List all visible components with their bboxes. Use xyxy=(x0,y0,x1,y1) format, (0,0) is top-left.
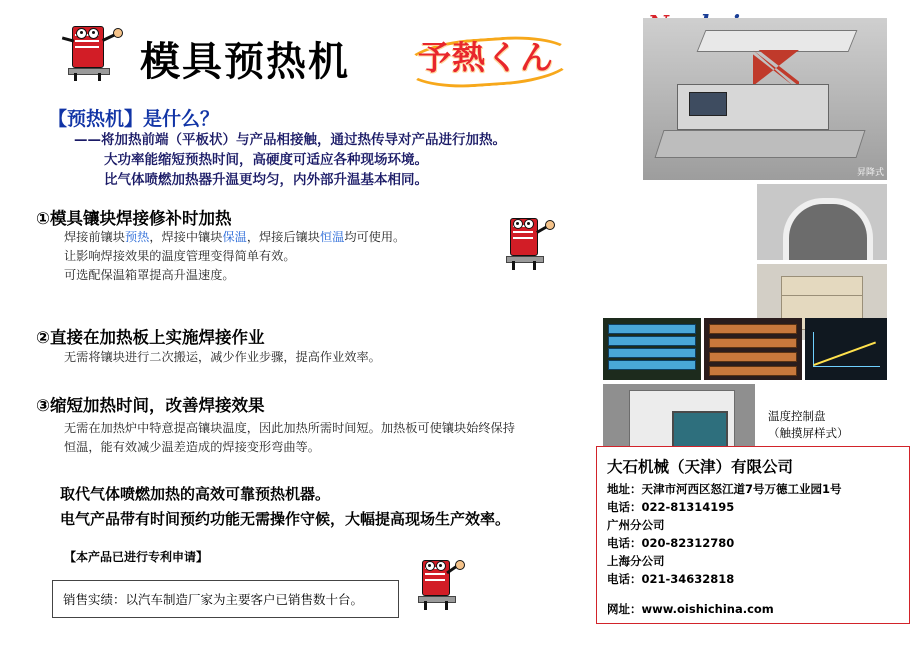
screen-row xyxy=(608,348,696,358)
product-logo xyxy=(400,32,572,84)
temperature-curve xyxy=(813,332,880,367)
section-3-body xyxy=(64,419,574,457)
s1-part-6: 均可使用。 xyxy=(344,230,406,244)
sales-record-text: 销售实绩：以汽车制造厂家为主要客户已销售数十台。 xyxy=(63,592,364,607)
contact-address: 地址：天津市河西区怒江道7号万德工业园1号 xyxy=(607,482,842,496)
mascot-leg xyxy=(424,601,427,610)
intro-line-3: 比气体喷燃加热器升温更均匀，内外部升温基本相同。 xyxy=(104,172,428,188)
patent-note: 【本产品已进行专利申请】 xyxy=(64,550,209,564)
sales-record-box xyxy=(52,580,399,618)
photo-hmi-screen-1 xyxy=(603,318,701,380)
mascot-stripe xyxy=(425,579,445,581)
mascot-leg xyxy=(512,261,515,270)
mascot-stripe xyxy=(513,231,533,233)
section-2-heading: ②直接在加热板上实施焊接作业 xyxy=(36,328,265,347)
screen-row xyxy=(709,352,797,362)
heater-mascot-icon-2 xyxy=(498,210,556,276)
section-1-line-3: 可选配保温箱罩提高升温速度。 xyxy=(64,268,235,282)
mascot-hand xyxy=(113,28,123,38)
screen-row xyxy=(709,366,797,376)
mascot-pupil xyxy=(439,564,442,567)
contact-tel-shanghai: 电话：021-34632818 xyxy=(607,572,735,586)
mascot-leg xyxy=(533,261,536,270)
section-2-body xyxy=(64,348,584,367)
control-panel-caption-line-1: 温度控制盘 xyxy=(768,409,826,423)
contact-box xyxy=(596,446,910,624)
photo-temperature-graph xyxy=(805,318,887,380)
conclusion-line-2: 电气产品带有时间预约功能无需操作守候，大幅提高现场生产效率。 xyxy=(60,510,511,528)
intro-description xyxy=(74,130,614,190)
s1-part-0: 焊接前镶块 xyxy=(64,230,125,244)
header xyxy=(40,14,600,94)
mascot-pupil xyxy=(80,31,83,34)
mascot-pupil xyxy=(527,222,530,225)
section-2-line-1: 无需将镶块进行二次搬运，减少作业步骤，提高作业效率。 xyxy=(64,350,381,364)
photo-heat-cover xyxy=(757,184,887,260)
contact-branch-shanghai: 上海分公司 xyxy=(607,554,665,568)
machine-base-plate xyxy=(654,130,865,158)
screen-row xyxy=(608,336,696,346)
mascot-pupil xyxy=(92,31,95,34)
section-1-line-2: 让影响焊接效果的温度管理变得简单有效。 xyxy=(64,249,296,263)
mascot-hand xyxy=(455,560,465,570)
contact-tel-guangzhou: 电话：020-82312780 xyxy=(607,536,735,550)
s1-highlight-keepwarm: 保温 xyxy=(222,230,247,244)
mascot-leg xyxy=(445,601,448,610)
section-1-heading: ①模具镶块焊接修补时加热 xyxy=(36,209,232,228)
section-3-line-1: 无需在加热炉中特意提高镶块温度，因此加热所需时间短。加热板可使镶块始终保持 xyxy=(64,421,515,435)
contact-company-name: 大石机械（天津）有限公司 xyxy=(607,458,794,476)
contact-website[interactable]: 网址：www.oishichina.com xyxy=(607,602,774,616)
heater-mascot-icon-3 xyxy=(410,552,468,616)
mascot-stripe xyxy=(513,237,533,239)
section-3-line-2: 恒温，能有效减少温差造成的焊接变形弯曲等。 xyxy=(64,440,320,454)
mascot-stripe xyxy=(75,40,99,42)
screen-row xyxy=(608,360,696,370)
photo-preheater-machine xyxy=(643,18,887,180)
photo-hmi-screen-2 xyxy=(704,318,802,380)
s1-highlight-preheat: 预热 xyxy=(124,230,150,244)
mascot-hand xyxy=(545,220,555,230)
mascot-leg xyxy=(74,73,77,81)
mascot-leg xyxy=(98,73,101,81)
machine-control-panel xyxy=(689,92,727,116)
conclusion-line-1: 取代气体喷燃加热的高效可靠预热机器。 xyxy=(60,485,331,503)
section-3-heading: ③缩短加热时间，改善焊接效果 xyxy=(36,396,265,415)
heat-cover-arch xyxy=(783,198,873,260)
heater-mascot-icon xyxy=(58,22,122,86)
section-1-line-1 xyxy=(64,228,534,247)
mascot-pupil xyxy=(428,564,431,567)
control-panel-touchscreen xyxy=(672,411,728,449)
s1-part-2: ，焊接中镶块 xyxy=(149,230,223,244)
mascot-stripe xyxy=(75,46,99,48)
s1-part-4: ，焊接后镶块 xyxy=(246,230,320,244)
machine-table-top xyxy=(697,30,858,52)
s1-highlight-constant: 恒温 xyxy=(319,230,345,244)
machine-caption: 昇降式 xyxy=(856,168,884,178)
intro-question: 【预热机】是什么？ xyxy=(48,108,220,130)
control-panel-caption xyxy=(768,408,908,442)
intro-line-2: 大功率能缩短预热时间，高硬度可适应各种现场环境。 xyxy=(104,152,428,168)
conclusion xyxy=(60,482,620,532)
screen-row xyxy=(608,324,696,334)
control-panel-caption-line-2: （触摸屏样式） xyxy=(768,426,849,440)
logo-text: 予熱くん xyxy=(418,38,554,77)
contact-tel-main: 电话：022-81314195 xyxy=(607,500,735,514)
section-1-body xyxy=(64,228,534,285)
machine-scissor-lift xyxy=(753,50,799,86)
page-title: 模具预热机 xyxy=(140,38,350,85)
mascot-stripe xyxy=(425,573,445,575)
screen-row xyxy=(709,324,797,334)
screen-row xyxy=(709,338,797,348)
contact-branch-guangzhou: 广州分公司 xyxy=(607,518,665,532)
intro-line-1: ——将加热前端（平板状）与产品相接触，通过热传导对产品进行加热。 xyxy=(74,132,506,148)
mascot-pupil xyxy=(516,222,519,225)
